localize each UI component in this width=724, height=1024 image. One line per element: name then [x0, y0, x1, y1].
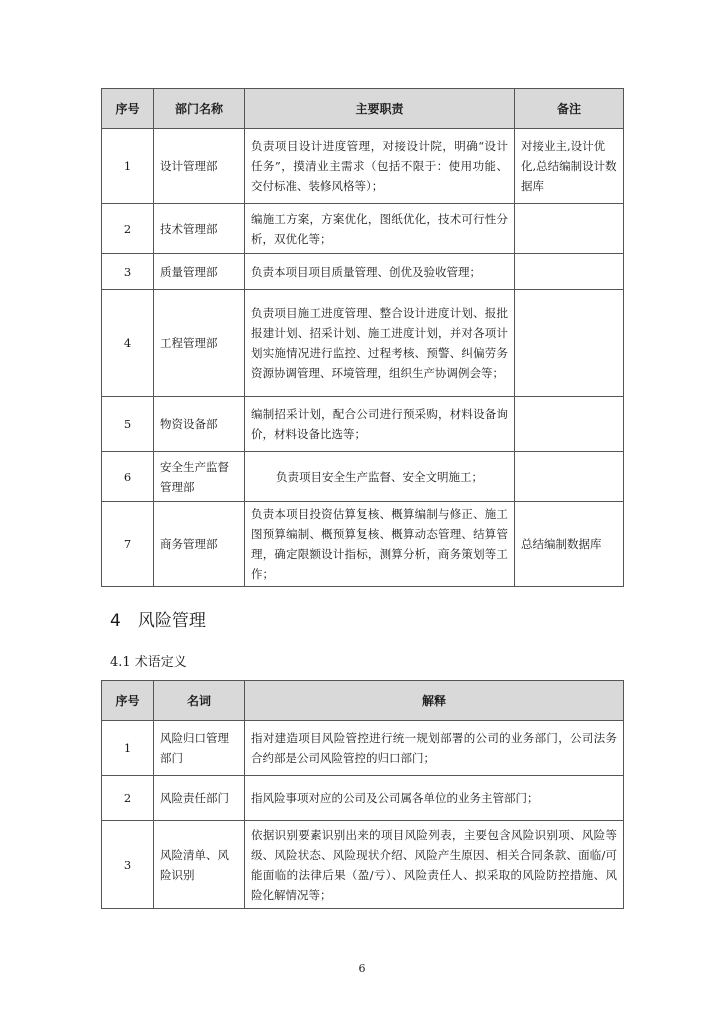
header-term: 名词	[154, 681, 245, 721]
table-row	[102, 254, 624, 290]
table-row	[102, 129, 624, 204]
row-note	[515, 397, 624, 452]
row-no: 3	[102, 254, 154, 290]
row-dept: 工程管理部	[154, 290, 245, 397]
row-no: 1	[102, 721, 154, 776]
row-duty: 编施工方案，方案优化，图纸优化，技术可行性分析，双优化等；	[245, 204, 515, 254]
table-row	[102, 290, 624, 397]
table-row	[102, 204, 624, 254]
header-note: 备注	[515, 89, 624, 129]
table-header-row	[102, 89, 624, 129]
row-term: 风险归口管理部门	[154, 721, 245, 776]
row-duty: 编制招采计划，配合公司进行预采购，材料设备询价，材料设备比选等；	[245, 397, 515, 452]
table-header-row	[102, 681, 624, 721]
row-note: 总结编制数据库	[515, 502, 624, 587]
row-no: 2	[102, 204, 154, 254]
row-no: 5	[102, 397, 154, 452]
row-desc: 指风险事项对应的公司及公司属各单位的业务主管部门；	[245, 776, 624, 821]
row-desc: 指对建造项目风险管控进行统一规划部署的公司的业务部门，公司法务合约部是公司风险管控的归口部门；	[245, 721, 624, 776]
table-row	[102, 397, 624, 452]
row-duty: 负责项目施工进度管理、整合设计进度计划、报批报建计划、招采计划、施工进度计划，并对各项计划实施情况进行监控、过程考核、预警、纠偏劳务资源协调管理、环境管理，组织生产协调例会等；	[245, 290, 515, 397]
department-duties-table	[101, 88, 624, 587]
row-term: 风险清单、风险识别	[154, 821, 245, 909]
row-no: 2	[102, 776, 154, 821]
row-note: 对接业主,设计优化,总结编制设计数据库	[515, 129, 624, 204]
header-no: 序号	[102, 681, 154, 721]
row-no: 1	[102, 129, 154, 204]
row-note	[515, 204, 624, 254]
header-duty: 主要职责	[245, 89, 515, 129]
row-duty: 负责项目安全生产监督、安全文明施工；	[245, 452, 515, 502]
page-number: 6	[358, 962, 366, 975]
table-row	[102, 502, 624, 587]
subsection-heading: 4.1 术语定义	[110, 655, 187, 670]
terms-definition-table	[101, 680, 624, 909]
table-row	[102, 821, 624, 909]
row-note	[515, 452, 624, 502]
section-heading: 4 风险管理	[110, 611, 206, 631]
table-row	[102, 721, 624, 776]
row-no: 4	[102, 290, 154, 397]
row-dept: 物资设备部	[154, 397, 245, 452]
row-no: 6	[102, 452, 154, 502]
table-row	[102, 452, 624, 502]
row-note	[515, 254, 624, 290]
row-desc: 依据识别要素识别出来的项目风险列表，主要包含风险识别项、风险等级、风险状态、风险现状介绍、风险产生原因、相关合同条款、面临/可能面临的法律后果（盈/亏）、风险责任人、拟采取的风险防控措施、风险化解情况等；	[245, 821, 624, 909]
row-dept: 安全生产监督管理部	[154, 452, 245, 502]
row-duty: 负责项目设计进度管理，对接设计院，明确“设计任务”，摸清业主需求（包括不限于：使用功能、交付标准、装修风格等）；	[245, 129, 515, 204]
header-desc: 解释	[245, 681, 624, 721]
row-dept: 设计管理部	[154, 129, 245, 204]
row-term: 风险责任部门	[154, 776, 245, 821]
table-row	[102, 776, 624, 821]
row-dept: 商务管理部	[154, 502, 245, 587]
row-duty: 负责本项目项目质量管理、创优及验收管理；	[245, 254, 515, 290]
row-duty: 负责本项目投资估算复核、概算编制与修正、施工图预算编制、概预算复核、概算动态管理、结算管理，确定限额设计指标，测算分析，商务策划等工作；	[245, 502, 515, 587]
row-no: 3	[102, 821, 154, 909]
header-no: 序号	[102, 89, 154, 129]
row-no: 7	[102, 502, 154, 587]
row-dept: 技术管理部	[154, 204, 245, 254]
row-note	[515, 290, 624, 397]
header-dept: 部门名称	[154, 89, 245, 129]
row-dept: 质量管理部	[154, 254, 245, 290]
